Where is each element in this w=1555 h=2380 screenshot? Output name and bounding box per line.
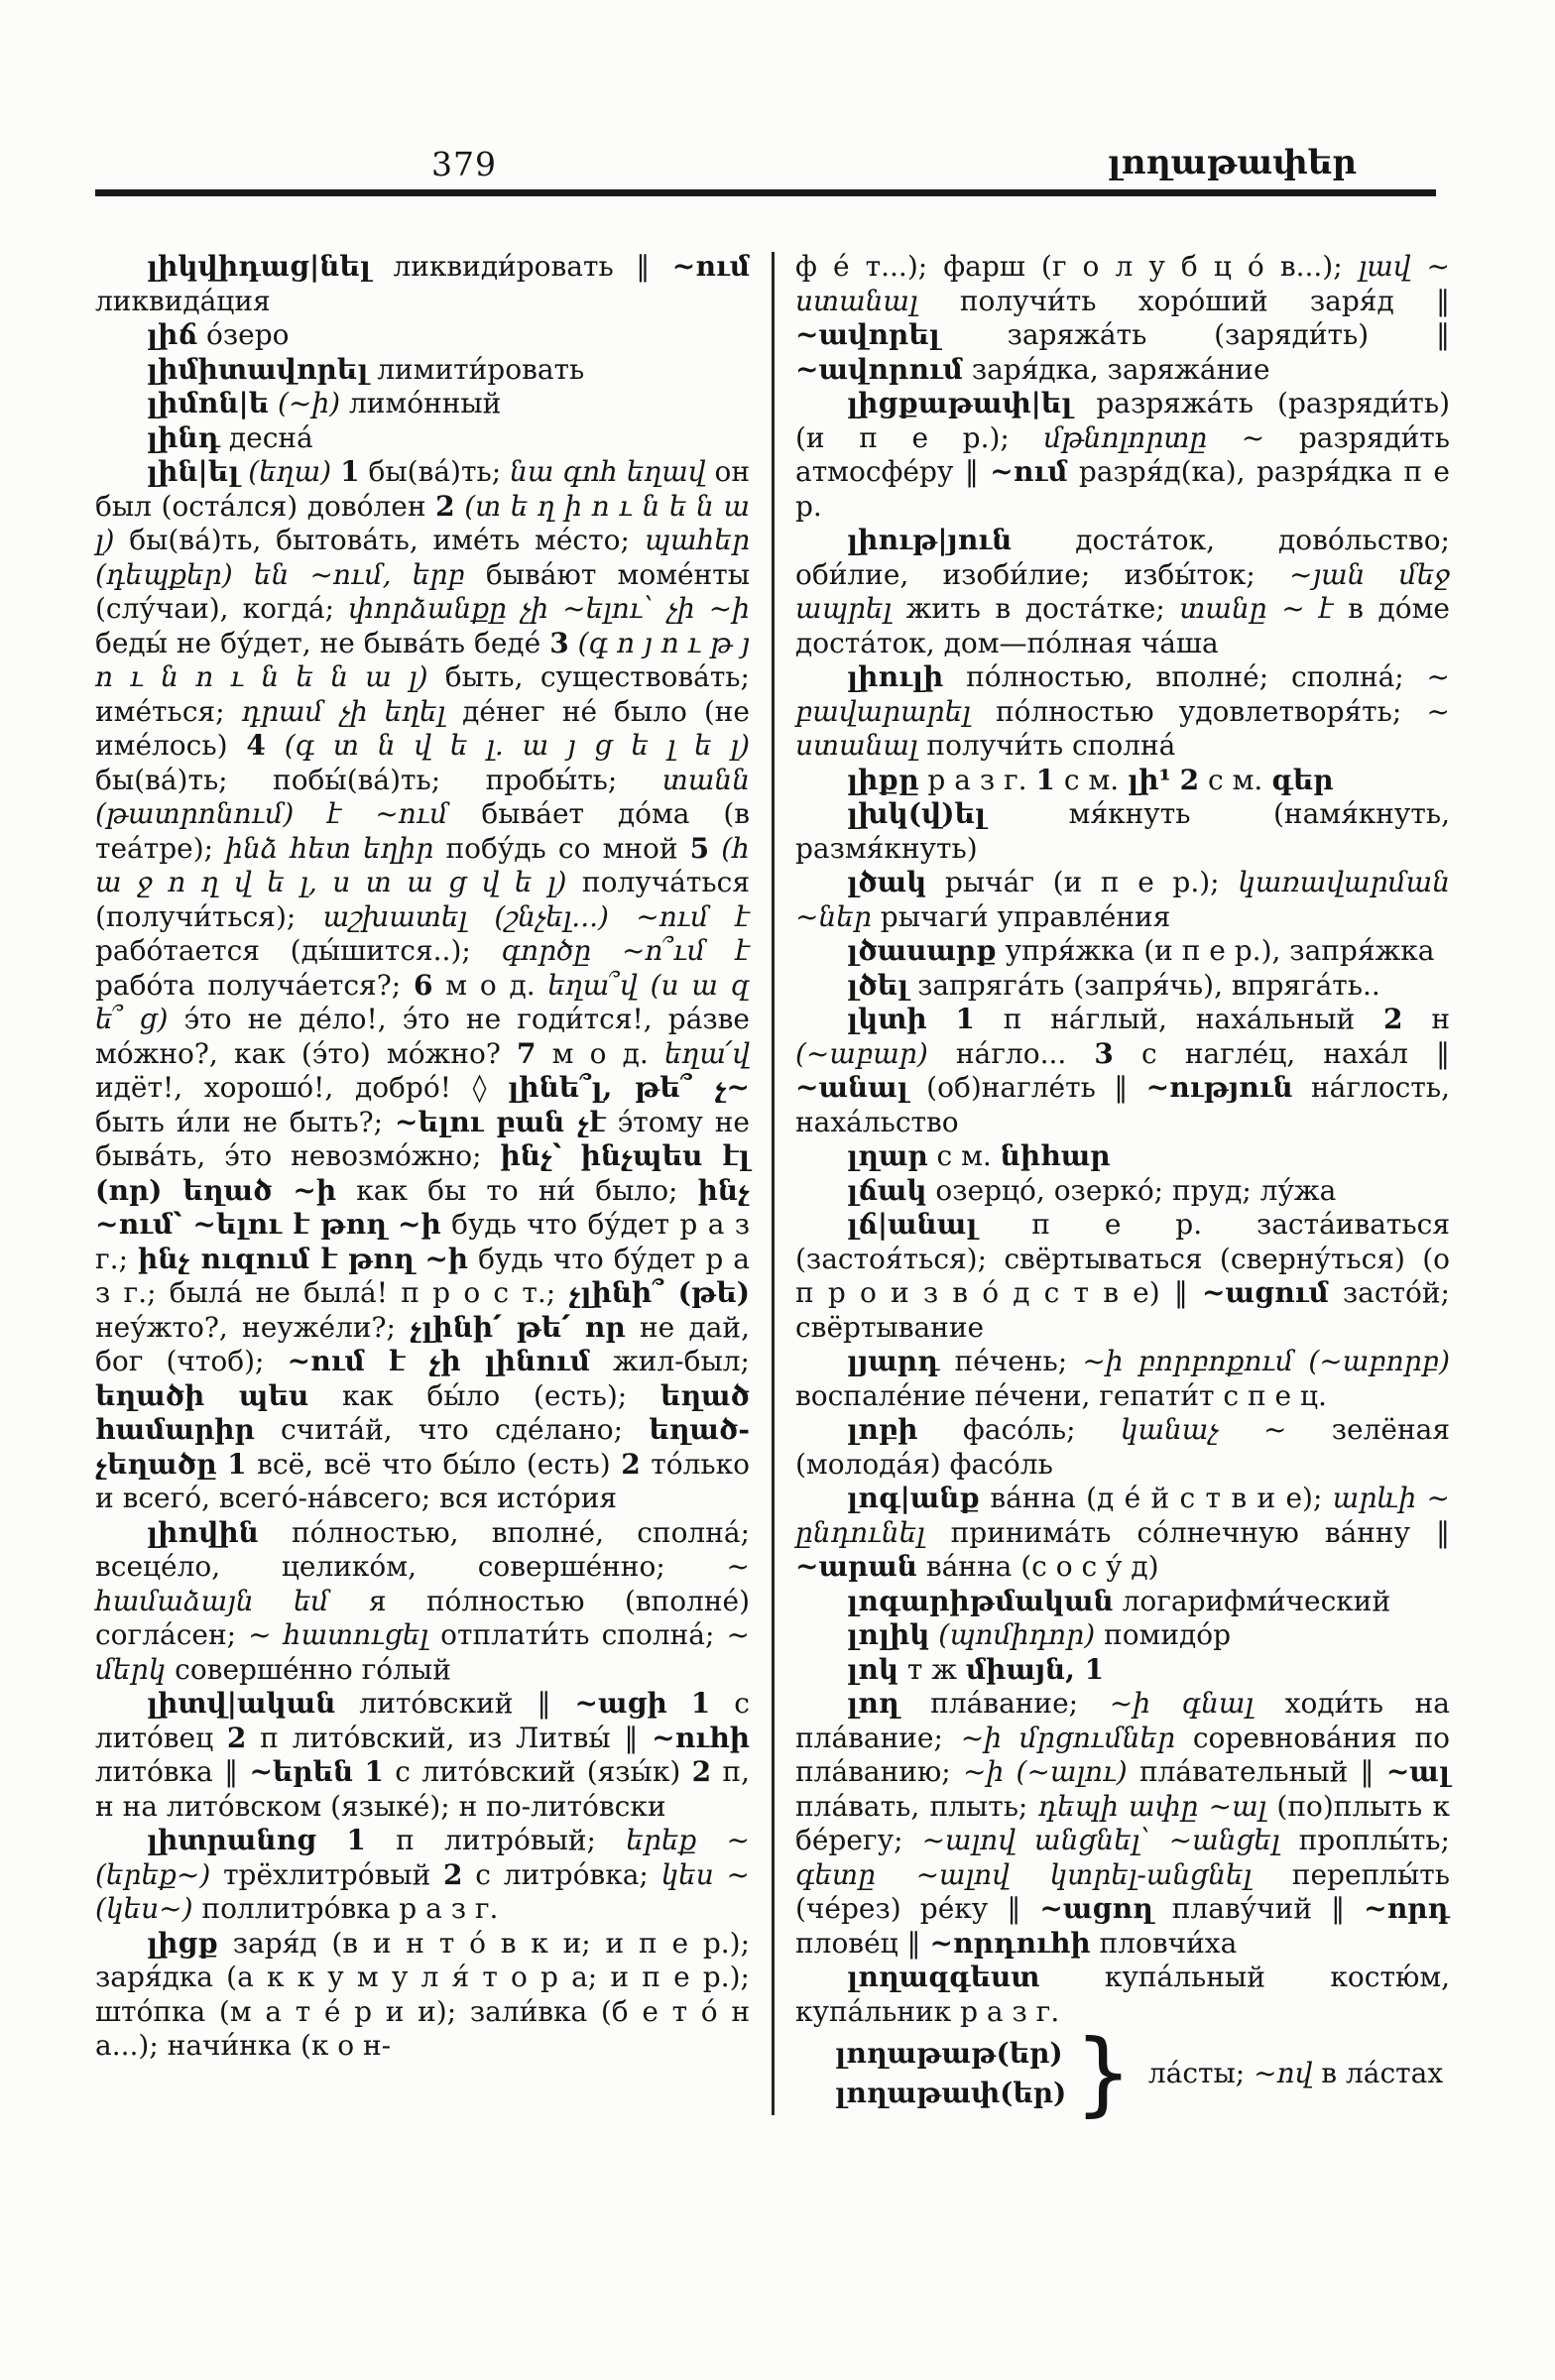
headword-text: ~ացում <box>1202 1276 1329 1309</box>
armenian-example-text: տանը ~ է <box>1179 592 1334 625</box>
russian-translation-text: э́тому не быва́ть, э́то невозмо́жно; <box>95 1105 750 1172</box>
armenian-example-text: լավ ~ ստանալ <box>795 250 1450 317</box>
russian-translation-text: п на́глый, наха́льный <box>974 1003 1384 1035</box>
sense-number: 2 <box>621 1447 641 1481</box>
russian-translation-text: принима́ть со́лнечную ва́нну ‖ <box>924 1515 1450 1549</box>
russian-translation-text: бы(ва́)ть; <box>359 455 511 488</box>
russian-translation-text: быва́ет до́ма (в теа́тре); <box>95 797 751 865</box>
russian-translation-text: жить в доста́тке; <box>892 592 1180 625</box>
headword-text: լղար <box>847 1139 928 1172</box>
dictionary-entry <box>795 1618 1450 1653</box>
russian-translation-text: не дай, бог (чтоб); <box>95 1310 750 1377</box>
russian-translation-text <box>331 455 340 488</box>
russian-translation-text: п е р. заста́иваться (застоя́ться); свёртываться (сверну́ться) (о п р о и з в о́ д с т в е) ‖ <box>795 1208 1450 1309</box>
headword-text: լոգ|անք <box>847 1482 980 1514</box>
russian-translation-text: быть и́ли не быть?; <box>95 1105 395 1138</box>
russian-translation-text: получи́ть сполна́ <box>917 729 1176 762</box>
armenian-example-text: պահեր (դեպքեր) են ~ում, երբ <box>95 524 750 591</box>
sense-number: 1 <box>227 1447 247 1481</box>
headword-text: լծասարք <box>847 934 997 967</box>
russian-translation-text: счита́й, что сде́лано; <box>254 1413 650 1446</box>
headword-text: ~ավորել <box>795 318 940 351</box>
armenian-example-text: (հ ա ջ ո ղ վ ե լ, ս տ ա ց վ ե լ) <box>95 831 750 898</box>
dictionary-entry <box>95 1927 750 2064</box>
sense-number: 2 <box>1383 1003 1403 1035</box>
russian-translation-text: по́лностью, вполне́; сполна́; <box>943 660 1427 693</box>
russian-translation-text: п литро́вый; <box>365 1824 627 1856</box>
russian-translation-text: доста́ток, дово́льство; оби́лие, изоби́лие; избы́ток; <box>795 524 1450 591</box>
russian-translation-text: м о д. <box>432 968 548 1002</box>
headword-text: լիութ|յուն <box>847 524 1013 556</box>
armenian-example-text: գետը ~ալով կտրել-անցնել <box>795 1857 1253 1891</box>
russian-translation-text: зелёная (молода́я) фасо́ль <box>795 1413 1450 1481</box>
russian-translation-text: на́гло... <box>927 1036 1095 1070</box>
armenian-example-text: (եղա) <box>248 455 332 488</box>
headword-text: միայն, 1 <box>965 1652 1105 1686</box>
russian-translation-text: с м. <box>1054 763 1129 796</box>
russian-translation-text: быть, существова́ть; име́ться; <box>95 660 750 728</box>
header-rule <box>95 189 1436 196</box>
russian-translation-text: в ла́стах <box>1312 2057 1444 2090</box>
russian-translation-text: идёт!, хорошо́!, добро́! ◊ <box>95 1071 509 1104</box>
sense-number: 2 <box>1179 763 1200 796</box>
sense-number: 4 <box>246 729 266 762</box>
russian-translation-text: десна́ <box>220 420 313 454</box>
dictionary-entry <box>95 318 750 353</box>
dictionary-entry <box>795 1174 1450 1209</box>
armenian-example-text: եղա՞վ (ս ա զ ե՞ ց) <box>95 968 750 1035</box>
sense-number: 7 <box>517 1036 537 1070</box>
headword-text: լողաթաթ(եր) <box>835 2037 1063 2071</box>
headword-text: ~ում <box>671 250 750 283</box>
dictionary-entry <box>795 1208 1450 1345</box>
russian-translation-text: отплати́ть сполна́; <box>427 1618 727 1651</box>
headword-text: ~ություն <box>1145 1071 1293 1104</box>
dictionary-entry-braced <box>795 2020 1450 2126</box>
headword-text: լողաթափ(եր) <box>835 2077 1067 2110</box>
russian-translation-text: соревнова́ния по пла́ванию; <box>795 1721 1450 1788</box>
headword-text: չլինի՛ թե՛ որ <box>410 1310 626 1344</box>
russian-translation-text <box>1171 764 1180 796</box>
dictionary-entry <box>795 797 1450 866</box>
headword-text: ինչ ~ում՝ ~ելու է թող ~ի <box>95 1173 750 1241</box>
sense-number: 2 <box>691 1755 712 1788</box>
russian-translation-text: быва́ют моме́нты (слу́чаи), когда́; <box>95 557 750 625</box>
headword-text: ինչ ուզում է թող ~ի <box>138 1242 469 1275</box>
dictionary-entry <box>95 1687 750 1824</box>
russian-translation-text: п, н на лито́вском (языке́); н по-лито́вски <box>95 1755 750 1823</box>
armenian-example-text: (գ ո յ ո ւ թ յ ո ւ ն ո ւ ն ե ն ա լ) <box>95 626 750 693</box>
dictionary-entry <box>795 524 1450 660</box>
russian-translation-text: т ж <box>897 1652 966 1686</box>
russian-translation-text: пла́вательный ‖ <box>1127 1755 1386 1788</box>
russian-translation-text: трёхлитро́вый <box>210 1857 444 1891</box>
russian-translation-text: беды́ не бу́дет, не быва́ть беде́ <box>95 626 550 659</box>
russian-translation-text: будь что бу́дет р а з г.; была́ не была́! п р о с т.; <box>95 1242 750 1309</box>
armenian-example-text: փորձանքը չի ~ելու՝ չի ~ի <box>348 592 750 625</box>
russian-translation-text: озерцо́, озерко́; пруд; лу́жа <box>926 1173 1337 1207</box>
dictionary-entry <box>795 660 1450 764</box>
russian-translation-text: н <box>1402 1003 1451 1035</box>
russian-translation-text <box>929 1618 938 1651</box>
headword-text: լիցք <box>147 1926 218 1960</box>
russian-translation-text: лимити́ровать <box>368 352 585 386</box>
russian-translation-text: лито́вский ‖ <box>335 1687 575 1720</box>
russian-translation-text: фасо́ль; <box>917 1413 1121 1446</box>
russian-translation-text: заря́дка, заряжа́ние <box>962 352 1270 386</box>
headword-text: լկտի <box>847 1003 927 1035</box>
russian-translation-text: поллитро́вка р а з г. <box>192 1892 499 1925</box>
armenian-example-text: ~ համաձայն եմ <box>95 1550 750 1617</box>
russian-translation-text: на́глость, наха́льство <box>795 1071 1450 1138</box>
armenian-example-text: գործը ~ո՞ւմ է <box>501 934 750 967</box>
dictionary-entry <box>95 455 750 1516</box>
headword-text: ~ելու բան չէ <box>394 1105 606 1138</box>
headword-text: լճակ <box>847 1173 927 1207</box>
russian-translation-text: рыча́г (и п е р.); <box>926 866 1239 898</box>
russian-translation-text: упря́жка (и п е р.), запря́жка <box>996 934 1435 967</box>
armenian-example-text: ~ի (~ալու) <box>963 1755 1128 1788</box>
russian-translation-text: всё, всё что бы́ло (есть) <box>246 1447 622 1481</box>
headword-text: ~անալ <box>795 1071 908 1104</box>
russian-translation-text: де́нег не́ было (не име́лось) <box>95 694 750 762</box>
sense-number: 1 <box>955 1003 975 1035</box>
russian-translation-text <box>927 1003 956 1035</box>
russian-translation-text: разря́д(ка), разря́дка п е р. <box>795 455 1451 523</box>
russian-translation-text: лимо́нный <box>340 387 502 419</box>
armenian-example-text: կանաչ ~ <box>1120 1413 1287 1446</box>
dictionary-entry <box>795 1345 1450 1413</box>
headword-text: լիտրանոց <box>147 1824 317 1856</box>
headword-text: լիմոն|ե <box>147 387 270 419</box>
russian-translation-text <box>667 1687 691 1720</box>
headword-text: չլինի՞ (թե) <box>568 1276 751 1309</box>
armenian-example-text: երեք ~ (երեք~) <box>95 1824 751 1891</box>
russian-translation-text: с лито́вец <box>95 1687 750 1754</box>
headword-text: լծել <box>847 968 909 1002</box>
sense-number: 2 <box>226 1721 247 1754</box>
headword-text: ~ավորում <box>795 352 963 386</box>
russian-translation-text: ф е́ т...); фарш (г о л у б ц о́ в...); <box>795 250 1359 283</box>
russian-translation-text: переплы́ть (че́рез) ре́ку ‖ <box>795 1857 1450 1925</box>
right-column <box>795 250 1451 2126</box>
russian-translation-text: бы(ва́)ть, бытова́ть, име́ть ме́сто; <box>114 524 645 556</box>
sense-number: 5 <box>689 831 710 865</box>
russian-translation-text: по́лностью, вполне́, сполна́; всеце́ло, целико́м, соверше́нно; <box>95 1515 750 1583</box>
russian-translation-text: жил-был; <box>589 1345 750 1377</box>
dictionary-entry <box>95 421 750 456</box>
dictionary-entry <box>95 1516 750 1688</box>
headword-text: լին|ել <box>147 455 240 488</box>
armenian-example-text: ~ի բորբոքում (~աբորբ) <box>1082 1345 1450 1377</box>
headword-text: ~որդ <box>1364 1892 1450 1925</box>
headword-text: ~ում <box>990 455 1068 488</box>
dictionary-entry <box>795 969 1450 1004</box>
russian-translation-text: пла́вать, плыть; <box>795 1789 1038 1823</box>
headword-text: լխկ(վ)ել <box>847 797 987 830</box>
headword-text: լողազգեստ <box>847 1961 1040 1993</box>
russian-translation-text: как бы то ни́ было; <box>336 1173 698 1207</box>
headword-text: լիքը <box>847 763 919 796</box>
russian-translation-text: пе́чень; <box>939 1345 1083 1377</box>
armenian-example-text: ~ մերկ <box>95 1618 751 1686</box>
russian-translation-text: рабо́та получа́ется?; <box>95 968 414 1002</box>
russian-translation-text: плаву́чий ‖ <box>1152 1892 1365 1925</box>
headword-text: ~ացող <box>1039 1892 1153 1925</box>
armenian-example-text: (պոմիդոր) <box>938 1618 1096 1651</box>
russian-translation-text: будь что бу́дет р а з г.; <box>95 1208 750 1275</box>
russian-translation-text: разряжа́ть (разряди́ть) (и п е р.); <box>795 387 1450 454</box>
headword-text: լիովին <box>147 1515 259 1549</box>
sense-number: 1 <box>1035 763 1055 796</box>
russian-translation-text: (по)плыть к бе́регу; <box>795 1789 1450 1856</box>
russian-translation-text <box>709 832 721 865</box>
russian-translation-text: (об)нагле́ть ‖ <box>907 1071 1146 1104</box>
russian-translation-text: м о д. <box>536 1036 664 1070</box>
dictionary-entry <box>795 764 1450 798</box>
russian-translation-text: с м. <box>1199 763 1272 796</box>
russian-translation-text <box>353 1755 364 1788</box>
headword-text: լոկ <box>847 1652 898 1686</box>
armenian-example-text: ~ալով անցնել՝ ~անցել <box>921 1824 1280 1856</box>
dictionary-entry <box>95 1824 750 1927</box>
russian-translation-text: соверше́нно го́лый <box>166 1652 451 1686</box>
russian-translation-text: воспале́ние пе́чени, гепати́т с п е ц. <box>795 1378 1327 1412</box>
dictionary-entry <box>795 1003 1450 1139</box>
russian-translation-text: э́то не де́ло!, э́то не годи́тся!, ра́зве мо́жно?, как (э́то) мо́жно? <box>95 1003 751 1070</box>
dictionary-entry <box>795 1585 1450 1619</box>
headword-text: լյարդ <box>847 1345 940 1377</box>
dictionary-entry <box>795 1482 1450 1585</box>
armenian-example-text: ~ով <box>1254 2057 1313 2090</box>
headword-text: ~ուհի <box>652 1721 751 1754</box>
armenian-example-text: (~աբար) <box>795 1036 928 1070</box>
russian-translation-text: засто́й; свёртывание <box>795 1276 1450 1344</box>
russian-translation-text: как бы́ло (есть); <box>308 1378 660 1412</box>
armenian-example-text: (~ի) <box>277 387 341 419</box>
dictionary-entry <box>95 387 750 421</box>
russian-translation-text: о́зеро <box>197 318 290 351</box>
russian-translation-text: ликвида́ция <box>95 284 271 317</box>
headword-text: լինե՞լ, թե՞ չ~ <box>508 1071 751 1104</box>
armenian-example-text: ինձ հետ եղիր <box>225 831 434 865</box>
dictionary-entry <box>795 250 1450 387</box>
russian-translation-text: разряди́ть атмосфе́ру ‖ <box>795 420 1450 488</box>
headword-text: լիցքաթափ|ել <box>847 387 1073 419</box>
dictionary-entry <box>795 1653 1450 1688</box>
headword-text: ~ալ <box>1385 1755 1450 1788</box>
russian-translation-text: п лито́вский, из Литвы́ ‖ <box>246 1721 653 1754</box>
dictionary-entry <box>795 934 1450 969</box>
armenian-example-text: աշխատել (շնչել...) ~ում է <box>322 899 751 933</box>
russian-translation-text: заряжа́ть (заряди́ть) ‖ <box>939 318 1450 351</box>
russian-translation-text: плове́ц ‖ <box>795 1926 930 1960</box>
headword-text: լոբի <box>847 1413 918 1446</box>
headword-text: ~որդուհի <box>929 1926 1091 1960</box>
headword-text: լիուլի <box>847 660 944 693</box>
headword-text: ինչ՝ ինչպես էլ (որ) եղած ~ի <box>95 1139 751 1207</box>
headword-text: լինդ <box>147 420 220 454</box>
russian-translation-text <box>266 729 285 762</box>
armenian-example-text: դեպի ափը ~ալ <box>1037 1789 1267 1823</box>
headword-text: գեր <box>1271 763 1334 796</box>
sense-number: 3 <box>1094 1036 1114 1070</box>
russian-translation-text: то́лько и всего́, всего́-на́всего; вся исто́рия <box>95 1447 750 1514</box>
sense-number: 3 <box>549 626 569 659</box>
armenian-example-text: եղա՛վ <box>663 1036 750 1070</box>
russian-translation-text: получа́ться (получи́ться); <box>95 866 750 933</box>
russian-translation-text: пла́вание; <box>898 1687 1110 1720</box>
armenian-example-text: արևի ~ ընդունել <box>795 1482 1450 1549</box>
text-columns <box>95 250 1451 2126</box>
brace-icon: } <box>1074 2020 1133 2126</box>
dictionary-entry <box>95 353 750 388</box>
headword-text: եղածի պես <box>95 1378 309 1412</box>
russian-translation-text: мя́кнуть (намя́кнуть, размя́кнуть) <box>795 797 1450 865</box>
sense-number: 1 <box>340 455 360 488</box>
armenian-example-text: ~ բավարարել <box>795 660 1450 728</box>
armenian-example-text: ~ հատուցել <box>248 1618 428 1651</box>
russian-translation-text: неу́жто?, неуже́ли?; <box>95 1310 411 1344</box>
headword-text: եղած-չեղածը <box>95 1413 750 1481</box>
headword-text: լող <box>847 1687 899 1720</box>
russian-translation-text: получи́ть хоро́ший заря́д ‖ <box>917 284 1450 317</box>
headword-text: ~երեն <box>249 1755 354 1788</box>
russian-translation-text: р а з г. <box>918 763 1036 796</box>
shared-translation <box>1148 2057 1450 2091</box>
headword-text: լծակ <box>847 866 927 898</box>
armenian-example-text: ~ ստանալ <box>795 694 1450 762</box>
russian-translation-text: с м. <box>927 1139 1001 1172</box>
armenian-example-text: (տ ե ղ ի ո ւ ն ե ն ա լ) <box>95 489 751 556</box>
sense-number: 6 <box>413 968 433 1002</box>
russian-translation-text: лито́вка ‖ <box>95 1755 250 1788</box>
armenian-example-text: դրամ չի եղել <box>241 694 446 728</box>
armenian-example-text: (գ տ ն վ ե լ. ա յ ց ե լ ե լ) <box>284 729 751 762</box>
headword-text: ~ացի <box>574 1687 667 1720</box>
headword-text: լիկվիդաց|նել <box>147 250 371 283</box>
russian-translation-text: ва́нна (д е́ й с т в и е); <box>979 1482 1333 1514</box>
russian-translation-text <box>455 490 465 523</box>
russian-translation-text: я по́лностью (вполне́) согла́сен; <box>95 1584 750 1651</box>
running-head-word: լողաթափեր <box>1107 143 1357 182</box>
sense-number: 1 <box>690 1687 711 1720</box>
russian-translation-text: с лито́вский (язы́к) <box>383 1755 692 1788</box>
headword-text: լիտվ|ական <box>147 1687 336 1720</box>
dictionary-entry <box>795 1139 1450 1174</box>
dictionary-entry <box>795 1687 1450 1961</box>
sense-number: 2 <box>443 1857 463 1891</box>
russian-translation-text: проплы́ть; <box>1279 1824 1450 1856</box>
russian-translation-text: рычаги́ управле́ния <box>871 899 1171 933</box>
russian-translation-text: рабо́тается (ды́шится..); <box>95 934 502 967</box>
russian-translation-text <box>316 1824 346 1856</box>
russian-translation-text: ла́сты; <box>1147 2057 1255 2090</box>
russian-translation-text: помидо́р <box>1095 1618 1232 1651</box>
headword-text: ~արան <box>795 1550 917 1583</box>
dictionary-entry <box>95 250 750 318</box>
armenian-example-text: տանն (թատրոնում) է ~ում <box>95 763 750 830</box>
dictionary-entry <box>795 1961 1450 2029</box>
left-column <box>95 250 750 2115</box>
headword-text: նիհար <box>1000 1139 1111 1172</box>
dictionary-entry <box>795 1413 1450 1482</box>
armenian-example-text: ~ի գնալ <box>1109 1687 1255 1720</box>
russian-translation-text: пловчи́ха <box>1090 1926 1238 1960</box>
armenian-example-text: կառավարման ~ներ <box>795 866 1450 933</box>
russian-translation-text <box>269 387 278 419</box>
armenian-example-text: մթնոլորտը ~ <box>1043 420 1265 454</box>
column-divider-rule <box>772 252 775 2115</box>
armenian-example-text: ~ի մրցումներ <box>960 1721 1176 1754</box>
russian-translation-text: купа́льный костю́м, купа́льник р а з г. <box>795 1961 1450 2028</box>
russian-translation-text: с нагле́ц, наха́л ‖ <box>1113 1036 1451 1070</box>
russian-translation-text: бы(ва́)ть; побы́(ва́)ть; пробы́ть; <box>95 763 662 796</box>
sense-number: 1 <box>346 1824 366 1856</box>
russian-translation-text: по́лностью удовлетворя́ть; <box>970 694 1427 728</box>
russian-translation-text: заря́д (в и н т о́ в к и; и п е р.); заря́дка (а к к у м у л я́ т о р а; и п е р.); што́пка (м а т е́ р и и); зали́вка (б е т о́ н а...); начи́нка (к о н- <box>95 1926 750 2062</box>
headword-text: լոլիկ <box>847 1618 930 1651</box>
russian-translation-text: побу́дь со мной <box>433 831 690 865</box>
headword-text: լճ|անալ <box>847 1208 978 1241</box>
headword-text: լոգարիթմական <box>847 1584 1114 1617</box>
headword-text: լիճ <box>147 318 198 351</box>
russian-translation-text: запряга́ть (запря́чь), впряга́ть.. <box>908 968 1380 1002</box>
sense-number: 2 <box>435 489 455 523</box>
russian-translation-text <box>239 455 248 488</box>
headword-text: ~ում է չի լինում <box>287 1345 590 1377</box>
russian-translation-text: с литро́вка; <box>462 1857 661 1891</box>
dictionary-entry <box>795 387 1450 524</box>
dictionary-entry <box>795 866 1450 934</box>
page-number: 379 <box>431 145 497 183</box>
russian-translation-text: в до́ме доста́ток, дом—по́лная ча́ша <box>795 592 1451 659</box>
russian-translation-text: он был (оста́лся) дово́лен <box>95 455 750 523</box>
sense-number: 1 <box>364 1755 384 1788</box>
russian-translation-text <box>217 1448 228 1481</box>
armenian-example-text: ~յան մեջ ապրել <box>795 557 1451 625</box>
braced-headwords <box>835 2034 1066 2113</box>
russian-translation-text: ва́нна (с о с у́ д) <box>916 1550 1159 1583</box>
russian-translation-text: ликвиди́ровать ‖ <box>370 250 672 283</box>
russian-translation-text: логарифми́ческий <box>1113 1584 1391 1617</box>
russian-translation-text: ходи́ть на пла́вание; <box>795 1687 1450 1754</box>
russian-translation-text <box>569 627 578 659</box>
headword-text: լի¹ <box>1128 763 1171 796</box>
headword-text: լիմիտավորել <box>147 352 369 386</box>
armenian-example-text: կես ~ (կես~) <box>95 1857 750 1925</box>
headword-text: եղած համարիր <box>95 1378 750 1446</box>
armenian-example-text: նա գոհ եղավ <box>510 455 706 488</box>
